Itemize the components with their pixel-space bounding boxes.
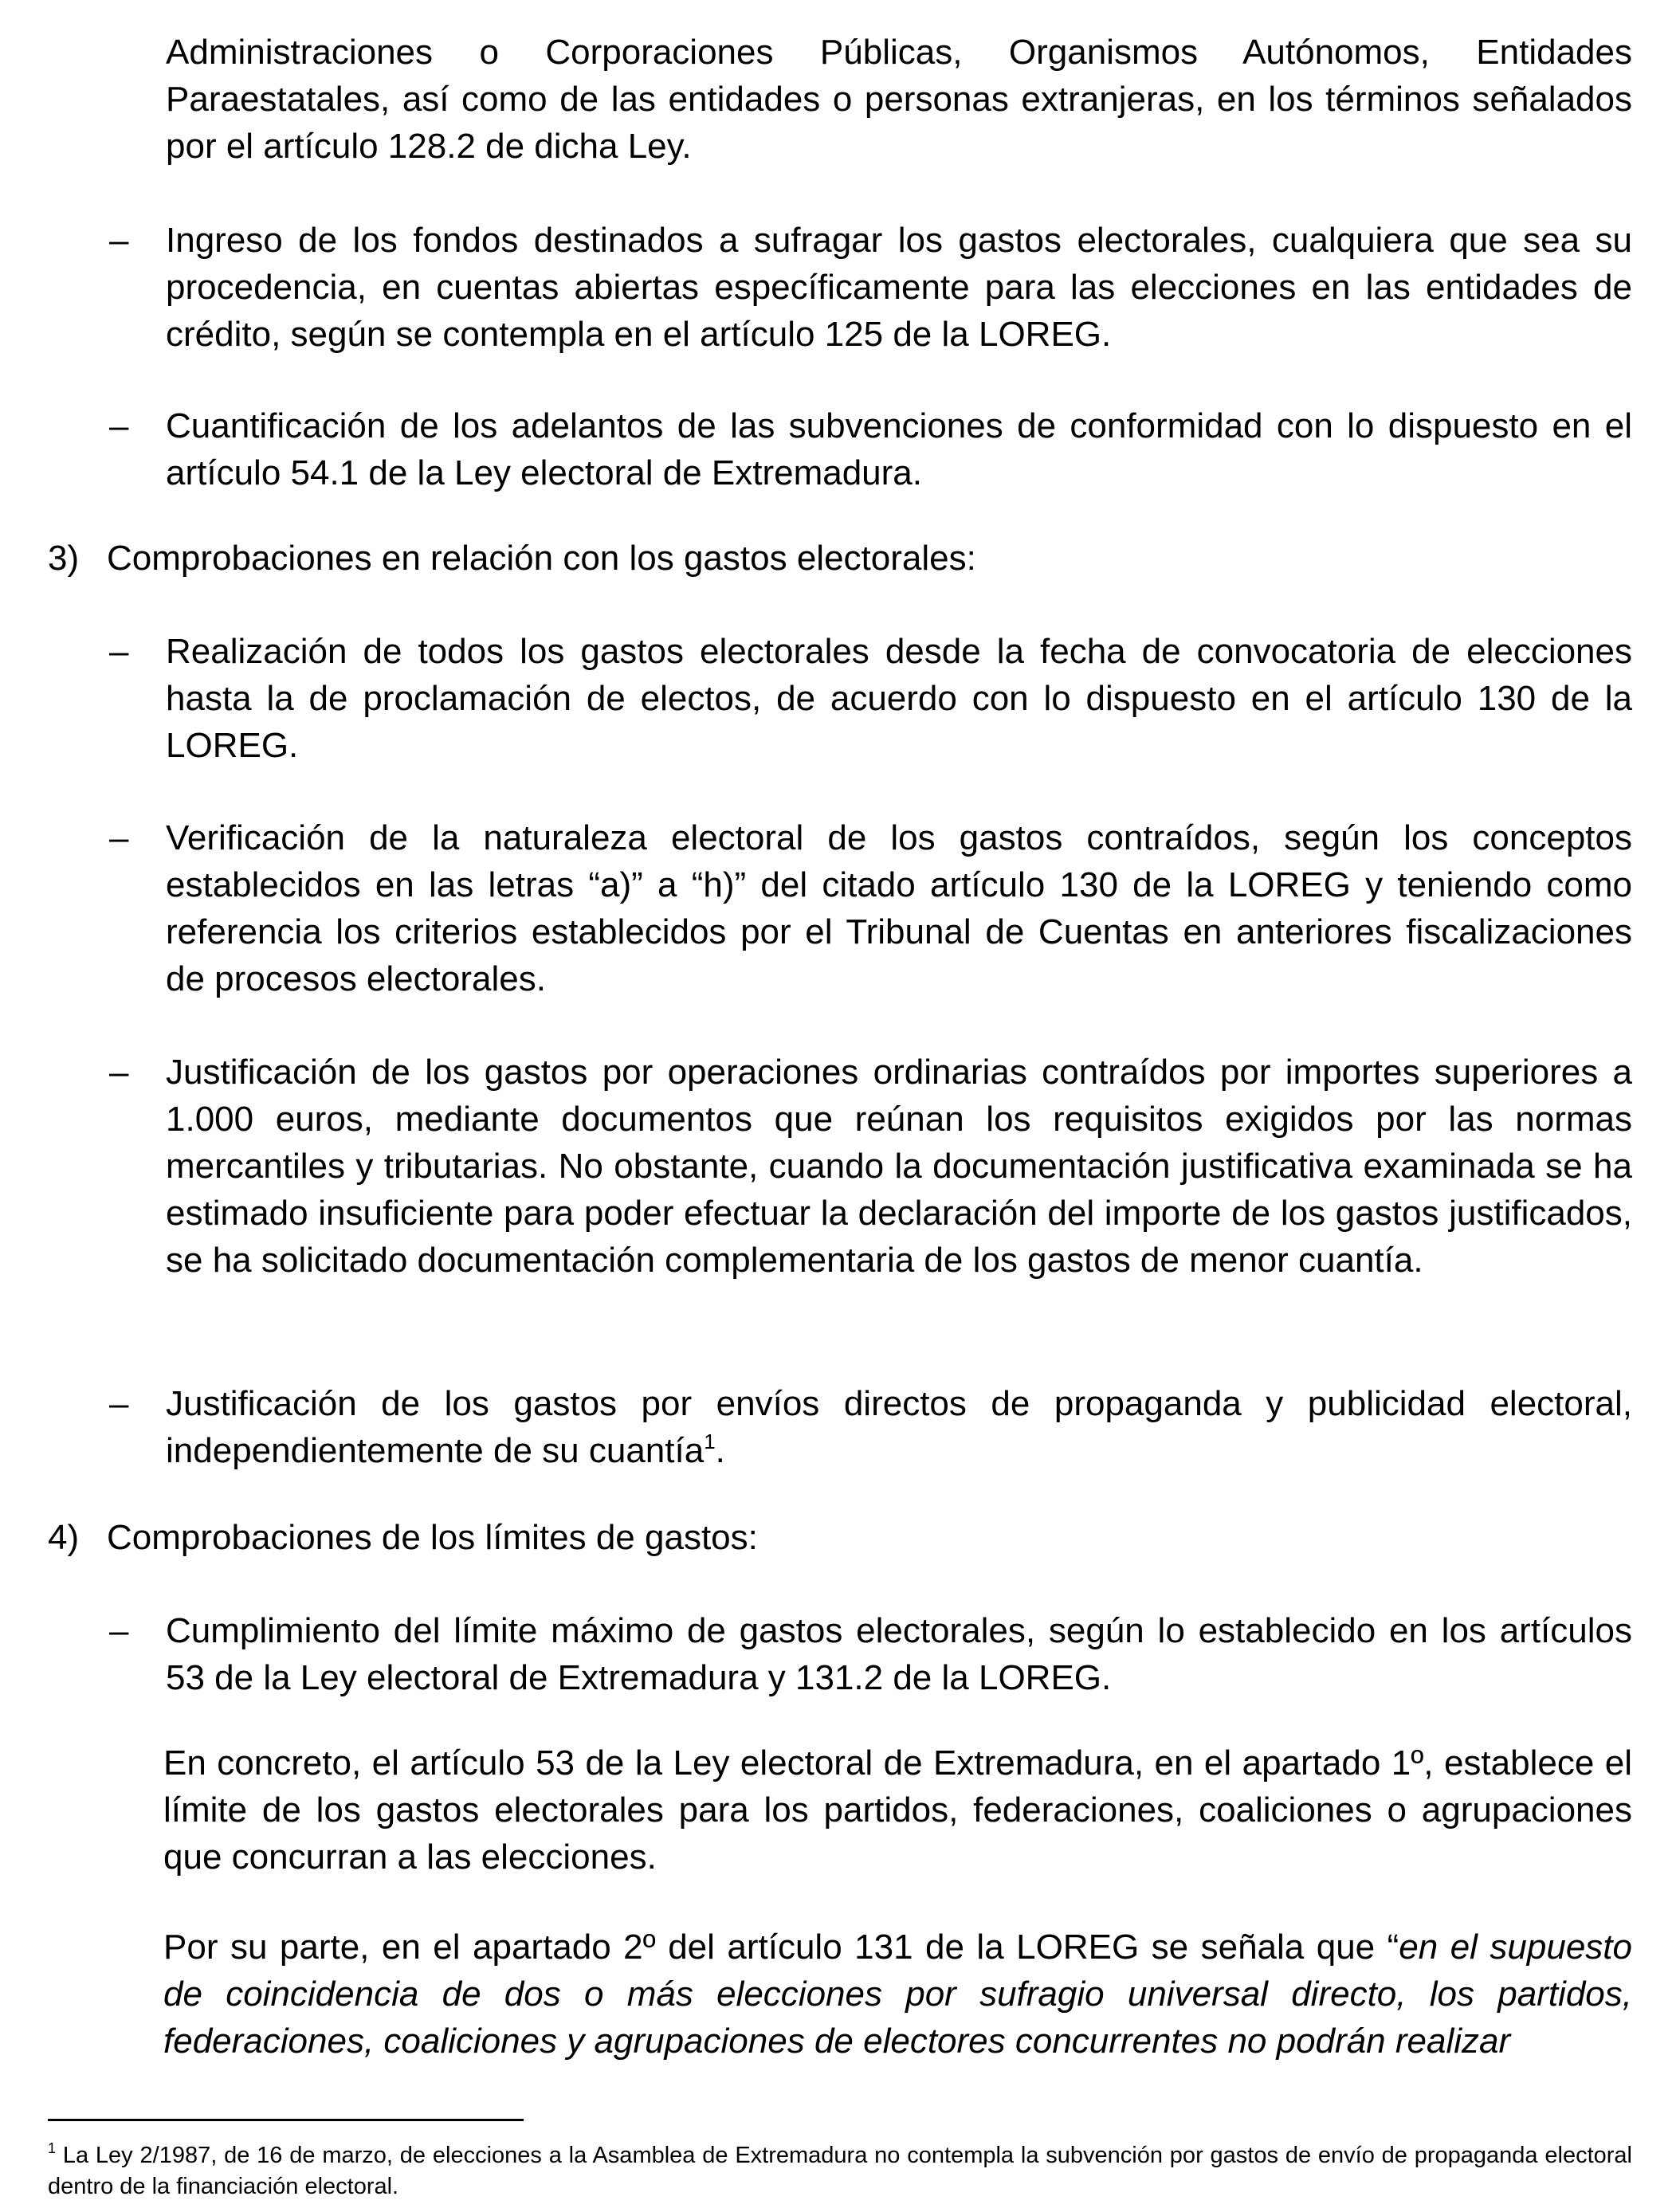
paragraph-por-su-parte (163, 1924, 1632, 2065)
paragraph-por-su-parte-intro: Por su parte, en el apartado 2º del artículo 131 de la LOREG se señala que “ (163, 1928, 1399, 1967)
section-3-number: 3) (48, 539, 80, 578)
bullet-dash: – (109, 406, 129, 445)
bullet-dash: – (109, 221, 129, 260)
bullet-justificacion-envios (166, 1380, 1632, 1474)
paragraph-por-su-parte-quote: en el supuesto de coincidencia de dos o más elecciones por sufragio universal directo, los partidos, federaciones, coaliciones y agrupaciones de electores concurrentes no podrán realizar (163, 1928, 1632, 2061)
section-4-heading: Comprobaciones de los límites de gastos: (107, 1518, 758, 1557)
sentence-period: . (715, 1431, 725, 1470)
bullet-ingreso-fondos: Ingreso de los fondos destinados a sufragar los gastos electorales, cualquiera que sea su procedencia, en cuentas abiertas específicamente para las elecciones en las entidades de crédito, según se contempla en el artículo 125 de la LOREG. (166, 221, 1632, 354)
paragraph-en-concreto: En concreto, el artículo 53 de la Ley electoral de Extremadura, en el apartado 1º, establece el límite de los gastos electorales para los partidos, federaciones, coaliciones o agrupaciones que concurran a las elecciones. (163, 1743, 1632, 1877)
bullet-justificacion-envios-text: Justificación de los gastos por envíos directos de propaganda y publicidad electoral, independientemente de su cuantía (166, 1384, 1632, 1470)
bullet-realizacion-gastos: Realización de todos los gastos electorales desde la fecha de convocatoria de elecciones hasta la de proclamación de electos, de acuerdo con lo dispuesto en el artículo 130 de la LOREG. (166, 632, 1632, 765)
bullet-verificacion-naturaleza: Verificación de la naturaleza electoral de los gastos contraídos, según los conceptos establecidos en las letras “a)” a “h)” del citado artículo 130 de la LOREG y teniendo como referencia los criterios establecidos por el Tribunal de Cuentas en anteriores fiscalizaciones de procesos electorales. (166, 818, 1632, 998)
section-3-heading: Comprobaciones en relación con los gastos electorales: (107, 539, 976, 578)
bullet-dash: – (109, 1611, 129, 1650)
footnote-1 (48, 2140, 1632, 2202)
bullet-dash: – (109, 818, 129, 857)
footnote-marker: 1 (48, 2140, 57, 2156)
section-4-number: 4) (48, 1518, 80, 1557)
bullet-dash: – (109, 632, 129, 671)
footnote-separator (48, 2119, 524, 2121)
footnote-reference: 1 (704, 1430, 716, 1453)
bullet-dash: – (109, 1384, 129, 1423)
bullet-dash: – (109, 1053, 129, 1092)
bullet-cuantificacion-adelantos: Cuantificación de los adelantos de las subvenciones de conformidad con lo dispuesto en el artículo 54.1 de la Ley electoral de Extremadura. (166, 406, 1632, 492)
footnote-text: La Ley 2/1987, de 16 de marzo, de elecciones a la Asamblea de Extremadura no contempla la subvención por gastos de envío de propaganda electoral dentro de la financiación electoral. (48, 2143, 1632, 2199)
bullet-cumplimiento-limite: Cumplimiento del límite máximo de gastos electorales, según lo establecido en los artículos 53 de la Ley electoral de Extremadura y 131.2 de la LOREG. (166, 1611, 1632, 1697)
paragraph-administraciones: Administraciones o Corporaciones Públicas, Organismos Autónomos, Entidades Paraestatales, así como de las entidades o personas extranjeras, en los términos señalados por el artículo 128.2 de dicha Ley. (166, 33, 1632, 166)
bullet-justificacion-ordinarias: Justificación de los gastos por operaciones ordinarias contraídos por importes superiores a 1.000 euros, mediante documentos que reúnan los requisitos exigidos por las normas mercantiles y tributarias. No obstante, cuando la documentación justificativa examinada se ha estimado insuficiente para poder efectuar la declaración del importe de los gastos justificados, se ha solicitado documentación complementaria de los gastos de menor cuantía. (166, 1053, 1632, 1280)
